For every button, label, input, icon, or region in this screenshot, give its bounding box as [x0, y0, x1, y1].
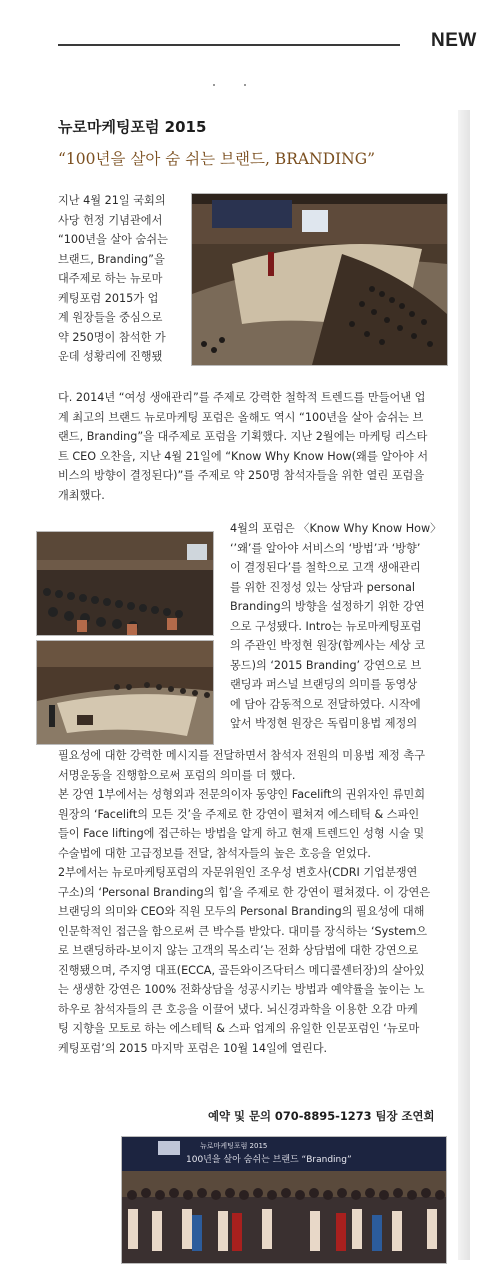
- auditorium-photo-illustration: [192, 194, 447, 365]
- group-banner-line1: 뉴로마케팅포럼 2015: [200, 1142, 268, 1150]
- photo-auditorium-overview: [191, 193, 448, 366]
- article-paragraph-forum-overview: 다. 2014년 “여성 생애관리”를 주제로 강력한 철학적 트렌드를 만들어낸 업 계 최고의 브랜드 뉴로마케팅 포럼은 올해도 역시 “100년을 살아 숨쉬는 브 랜드, Branding”을 대주제로 포럼을 기획했다. 지난 2월에는 마케팅 리스타 트 CEO 오찬을, 지난 4월 21일에 “Know Why Know How(왜를 알아야 서 비스의 방향이 결정된다)”를 주제로 약 250명 참석자들을 위한 열린 포럼을 개최했다.: [58, 391, 429, 502]
- photo-lecture-audience: [36, 531, 214, 636]
- photo-group: [121, 1136, 447, 1264]
- header-rule: [58, 44, 400, 46]
- article-paragraph-intro-column: 지난 4월 21일 국회의 사당 헌정 기념관에서 “100년을 살아 숨쉬는 브랜드, Branding”을 대주제로 하는 뉴로마 케팅포럼 2015가 업 계 원장들을 중심으로 약 250명이 참석한 가 운데 성황리에 진행됐: [58, 194, 168, 363]
- article-title: 뉴로마케팅포럼 2015: [58, 118, 207, 136]
- contact-line: 예약 및 문의 070-8895-1273 팀장 조연희: [208, 1109, 435, 1123]
- group-banner-line2: 100년을 살아 숨쉬는 브랜드 “Branding”: [186, 1155, 352, 1165]
- photo-stage-speaker: [36, 640, 214, 745]
- audience-photo-illustration: [37, 532, 213, 635]
- article-subtitle: “100년을 살아 숨 쉬는 브랜드, BRANDING”: [58, 150, 376, 168]
- section-label: NEW: [431, 30, 477, 51]
- article-paragraph-lectures: 필요성에 대한 강력한 메시지를 전달하면서 참석자 전원의 미용법 제정 촉구 서명운동을 진행함으로써 포럼의 의미를 더 했다. 본 강연 1부에서는 성형외과 전문의이자 동양인 Facelift의 권위자인 류민희 원장의 ‘Facelift의 모든 것’을 주제로 한 강연이 펼쳐져 에스테틱 & 스파인 들이 Face lifting에 접근하는 방법을 알게 하고 현재 트렌드인 성형 시술 및 수술법에 대한 고급정보를 전달, 참석자들의 높은 호응을 얻었다. 2부에서는 뉴로마케팅포럼의 자문위원인 조우성 변호사(CDRI 기업분쟁연 구소)의 ‘Personal Branding의 힘’을 주제로 한 강연이 펼쳐졌다. 이 강연은 브랜딩의 의미와 CEO와 직원 모두의 Personal Branding의 필요성에 대해 인문학적인 접근을 함으로써 큰 박수를 받았다. 대미를 장식하는 ‘System으 로 브랜딩하라-보이지 않는 고객의 목소리’는 전화 상담법에 대한 강연으로 진행됐으며, 주지영 대표(ECCA, 골든와이즈닥터스 메디콜센터장)의 살아있 는 생생한 강연은 100% 전화상담을 성공시키는 방법과 예약률을 높이는 노 하우로 참석자들의 큰 호응을 이끌어 냈다. 뇌신경과학을 이용한 오감 마케 팅 지향을 모토로 하는 에스테틱 & 스파 업계의 유일한 인문포럼인 ‘뉴로마 케팅포럼’의 2015 마지막 포럼은 10월 14일에 열린다.: [58, 749, 431, 1055]
- article-paragraph-april-forum: 4월의 포럼은 〈Know Why Know How〉 ‘’왜’를 알아야 서비스의 ‘방법’과 ‘방향’ 이 결정된다’를 철학으로 고객 생애관리 를 위한 진정성 있는 상담과 personal Branding의 방향을 설정하기 위한 강연 으로 구성됐다. Intro는 뉴로마케팅포럼 의 주관인 박정현 원장(함께사는 세상 코 몽드)의 ‘2015 Branding’ 강연으로 브 랜딩과 퍼스널 브랜딩의 의미를 동영상 에 담아 감동적으로 전달하였다. 시작에 앞서 박정현 원장은 독립미용법 제정의: [230, 522, 442, 730]
- stage-photo-illustration: [37, 641, 213, 744]
- decorative-dot: [244, 84, 246, 86]
- page-edge-shadow: [458, 110, 470, 1260]
- decorative-dot: [213, 84, 215, 86]
